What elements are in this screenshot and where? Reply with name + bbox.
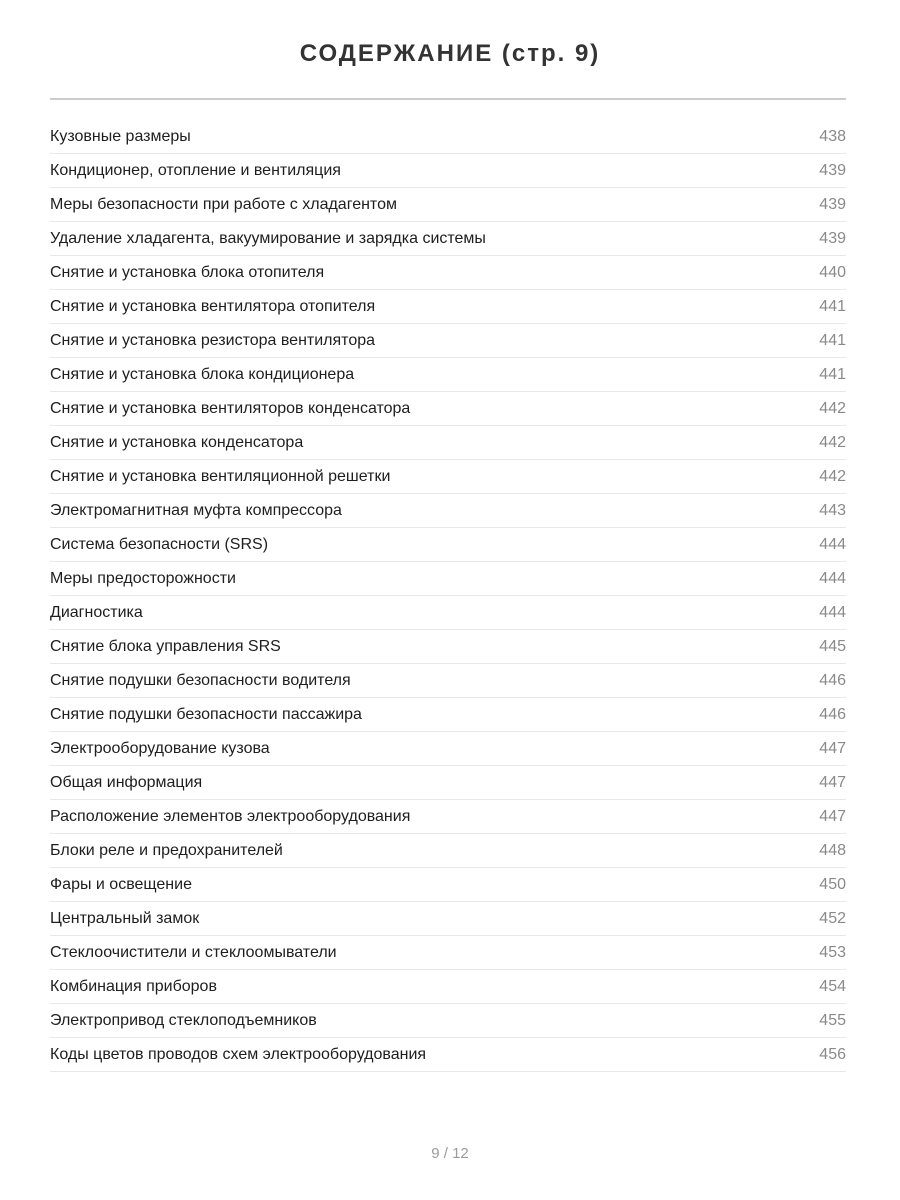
toc-entry-title: Снятие и установка блока кондиционера <box>50 365 355 383</box>
toc-entry-page: 454 <box>819 977 846 995</box>
toc-entry-title: Удаление хладагента, вакуумирование и зарядка системы <box>50 229 486 247</box>
toc-entry-page: 455 <box>819 1011 846 1029</box>
toc-entry-page: 456 <box>819 1045 846 1063</box>
toc-row[interactable] <box>50 1004 846 1038</box>
toc-entry-title: Электрооборудование кузова <box>50 739 270 757</box>
toc-row[interactable] <box>50 256 846 290</box>
toc-entry-page: 446 <box>819 671 846 689</box>
toc-row[interactable] <box>50 970 846 1004</box>
toc-row[interactable] <box>50 596 846 630</box>
toc-entry-page: 444 <box>819 535 846 553</box>
toc-entry-title: Центральный замок <box>50 909 200 927</box>
toc-row[interactable] <box>50 1038 846 1072</box>
toc-entry-title: Снятие и установка вентилятора отопителя <box>50 297 376 315</box>
toc-entry-page: 439 <box>819 161 846 179</box>
toc-entry-title: Фары и освещение <box>50 875 192 893</box>
toc-row[interactable] <box>50 154 846 188</box>
toc-entry-title: Снятие подушки безопасности водителя <box>50 671 351 689</box>
toc-entry-title: Меры безопасности при работе с хладагентом <box>50 195 397 213</box>
toc-row[interactable] <box>50 630 846 664</box>
toc-entry-page: 439 <box>819 229 846 247</box>
toc-row[interactable] <box>50 698 846 732</box>
toc-entry-title: Кондиционер, отопление и вентиляция <box>50 161 341 179</box>
page-indicator: 9 / 12 <box>431 1145 469 1162</box>
toc-entry-page: 442 <box>819 433 846 451</box>
toc-row[interactable] <box>50 834 846 868</box>
toc-row[interactable] <box>50 732 846 766</box>
toc-row[interactable] <box>50 120 846 154</box>
toc-entry-page: 447 <box>819 773 846 791</box>
toc-entry-title: Стеклоочистители и стеклоомыватели <box>50 943 337 961</box>
toc-entry-page: 443 <box>819 501 846 519</box>
toc-entry-page: 446 <box>819 705 846 723</box>
toc-entry-title: Расположение элементов электрооборудования <box>50 807 411 825</box>
toc-entry-page: 444 <box>819 603 846 621</box>
toc-entry-title: Снятие подушки безопасности пассажира <box>50 705 362 723</box>
toc-entry-title: Снятие и установка блока отопителя <box>50 263 325 281</box>
toc-entry-page: 439 <box>819 195 846 213</box>
toc-entry-title: Меры предосторожности <box>50 569 236 587</box>
toc-row[interactable] <box>50 562 846 596</box>
toc-entry-page: 438 <box>819 127 846 145</box>
toc-entry-page: 450 <box>819 875 846 893</box>
toc-row[interactable] <box>50 358 846 392</box>
toc-entry-page: 447 <box>819 807 846 825</box>
toc-entry-title: Снятие блока управления SRS <box>50 637 281 655</box>
toc-row[interactable] <box>50 222 846 256</box>
toc-row[interactable] <box>50 290 846 324</box>
toc-entry-page: 440 <box>819 263 846 281</box>
toc-entry-page: 448 <box>819 841 846 859</box>
toc-row[interactable] <box>50 868 846 902</box>
toc-entry-page: 442 <box>819 399 846 417</box>
toc-row[interactable] <box>50 936 846 970</box>
toc-row[interactable] <box>50 392 846 426</box>
toc-entry-title: Блоки реле и предохранителей <box>50 841 283 859</box>
toc-row[interactable] <box>50 664 846 698</box>
toc-entry-title: Снятие и установка конденсатора <box>50 433 304 451</box>
toc-row[interactable] <box>50 188 846 222</box>
toc-row[interactable] <box>50 528 846 562</box>
toc-entry-title: Коды цветов проводов схем электрооборудования <box>50 1045 427 1063</box>
toc-entry-page: 441 <box>819 297 846 315</box>
toc-entry-page: 452 <box>819 909 846 927</box>
toc-row[interactable] <box>50 324 846 358</box>
toc-entry-title: Электромагнитная муфта компрессора <box>50 501 342 519</box>
toc-entry-page: 445 <box>819 637 846 655</box>
toc-entry-title: Электропривод стеклоподъемников <box>50 1011 317 1029</box>
page-title: СОДЕРЖАНИЕ (стр. 9) <box>299 40 601 67</box>
toc-entry-page: 447 <box>819 739 846 757</box>
toc-entry-title: Диагностика <box>50 603 143 621</box>
header-divider <box>50 98 846 100</box>
toc-entry-title: Снятие и установка вентиляционной решетки <box>50 467 391 485</box>
toc-entry-page: 442 <box>819 467 846 485</box>
toc-entry-title: Кузовные размеры <box>50 127 191 145</box>
toc-row[interactable] <box>50 902 846 936</box>
toc-entry-title: Снятие и установка вентиляторов конденсатора <box>50 399 411 417</box>
toc-row[interactable] <box>50 766 846 800</box>
toc-entry-title: Общая информация <box>50 773 203 791</box>
toc-entry-title: Комбинация приборов <box>50 977 217 995</box>
toc-entry-title: Система безопасности (SRS) <box>50 535 269 553</box>
toc-entry-page: 441 <box>819 365 846 383</box>
toc-entry-page: 441 <box>819 331 846 349</box>
toc-row[interactable] <box>50 426 846 460</box>
toc-row[interactable] <box>50 800 846 834</box>
toc-entry-title: Снятие и установка резистора вентилятора <box>50 331 376 349</box>
toc-row[interactable] <box>50 494 846 528</box>
toc-list <box>50 120 846 1072</box>
toc-entry-page: 453 <box>819 943 846 961</box>
toc-row[interactable] <box>50 460 846 494</box>
toc-entry-page: 444 <box>819 569 846 587</box>
